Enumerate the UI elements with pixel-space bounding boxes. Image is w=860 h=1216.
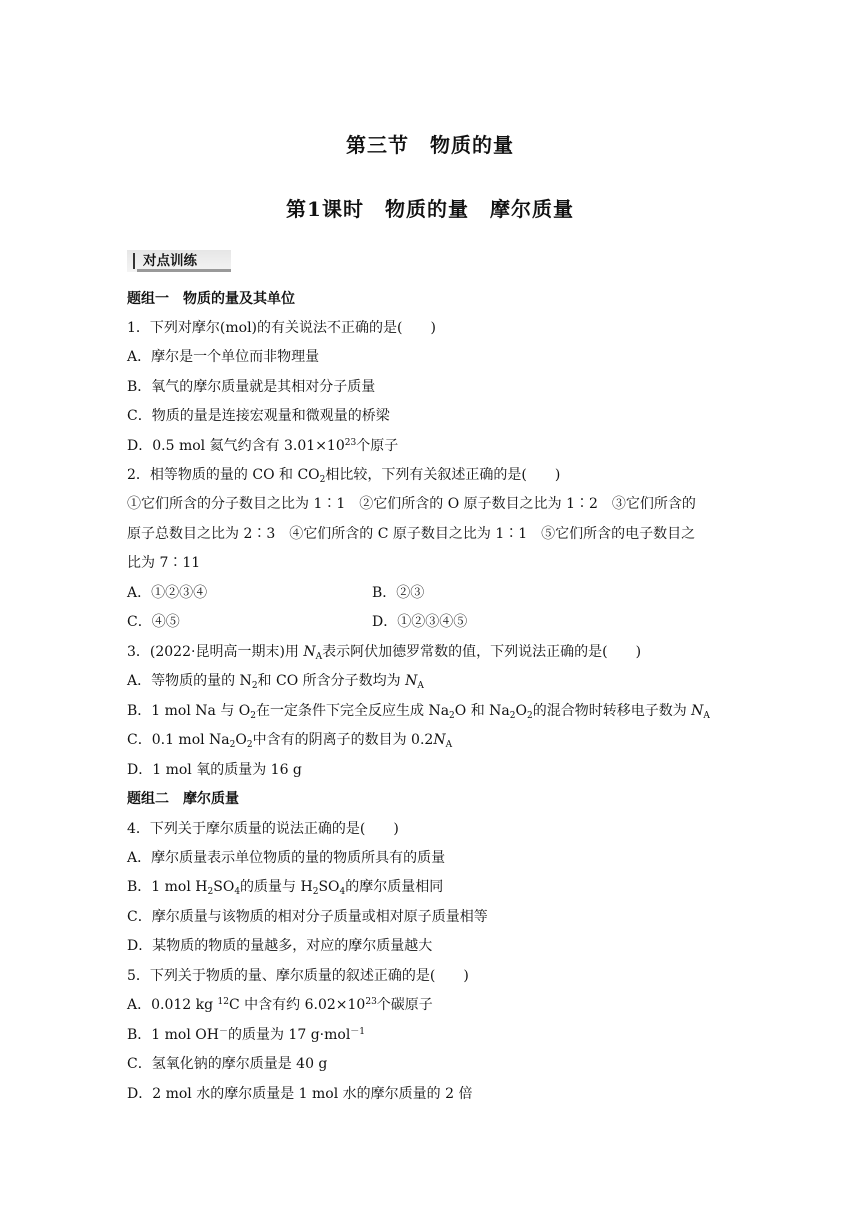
q2-statement-line-1: ①它们所含的分子数目之比为 1∶1 ②它们所含的 O 原子数目之比为 1∶2 ③它们所含的 (127, 496, 696, 512)
q1-option-d: D．0.5 mol 氦气约含有 $3.01\times 10^{23}$个原子 (127, 438, 399, 454)
q4-option-d: D．某物质的物质的量越多，对应的摩尔质量越大 (127, 938, 433, 954)
practice-tag-label: 对点训练 (143, 253, 197, 269)
group-2-title: 题组二 摩尔质量 (127, 791, 239, 807)
q2-statement-line-2: 原子总数目之比为 2∶3 ④它们所含的 C 原子数目之比为 1∶1 ⑤它们所含的电子数目之 (127, 526, 696, 542)
q3-option-c: C．0.1 mol $Na_2O_2$中含有的阴离子的数目为 $0.2N_A$ (127, 732, 453, 750)
q3-option-d: D．1 mol 氧的质量为 16 g (127, 762, 302, 778)
q1-option-a: A．摩尔是一个单位而非物理量 (127, 349, 320, 365)
q2-option-a: A．①②③④ (127, 585, 208, 601)
q5-option-d: D．2 mol 水的摩尔质量是 1 mol 水的摩尔质量的 2 倍 (127, 1086, 473, 1102)
section-title: 第三节 物质的量 (346, 133, 514, 157)
practice-tag (127, 250, 231, 272)
q5-option-a: A．0.012 kg $^{12}$C 中含有约 $6.02\times 10^{23}$个碳原子 (127, 997, 433, 1013)
q4-option-a: A．摩尔质量表示单位物质的量的物质所具有的质量 (127, 850, 446, 866)
q5-stem: 5．下列关于物质的量、摩尔质量的叙述正确的是( ) (127, 968, 469, 984)
q4-option-c: C．摩尔质量与该物质的相对分子质量或相对原子质量相等 (127, 909, 488, 925)
q2-statement-line-3: 比为 7∶11 (127, 555, 201, 571)
q2-option-b: B．②③ (372, 585, 425, 601)
q3-option-a: A．等物质的量的 $N_2$和 CO 所含分子数均为 $N_A$ (127, 673, 424, 691)
q4-stem: 4．下列关于摩尔质量的说法正确的是( ) (127, 821, 399, 837)
q2-option-d: D．①②③④⑤ (372, 614, 468, 630)
q2-option-c: C．④⑤ (127, 614, 180, 630)
q3-stem: 3．(2022·昆明高一期末)用 $N_A$表示阿伏加德罗常数的值，下列说法正确的是( ) (127, 644, 642, 662)
tag-bar-decoration (133, 253, 135, 269)
group-1-title: 题组一 物质的量及其单位 (127, 291, 295, 307)
q3-option-b: B．1 mol Na 与 $O_2$在一定条件下完全反应生成 $Na_2O$ 和 $Na_2O_2$的混合物时转移电子数为 $N_A$ (127, 703, 710, 721)
lesson-title: 第1课时 物质的量 摩尔质量 (286, 197, 574, 221)
q5-option-b: B．1 mol OH－的质量为 17 g·mol$^{-1}$ (127, 1027, 366, 1043)
q4-option-b: B．1 mol $H_2SO_4$的质量与 $H_2SO_4$的摩尔质量相同 (127, 879, 444, 897)
q5-option-c: C．氢氧化钠的摩尔质量是 40 g (127, 1056, 328, 1072)
q1-option-b: B．氧气的摩尔质量就是其相对分子质量 (127, 379, 376, 395)
q1-option-c: C．物质的量是连接宏观量和微观量的桥梁 (127, 408, 390, 424)
q2-stem: 2．相等物质的量的 CO 和 $CO_2$相比较，下列有关叙述正确的是( ) (127, 467, 561, 485)
q1-stem: 1．下列对摩尔(mol)的有关说法不正确的是( ) (127, 320, 436, 336)
